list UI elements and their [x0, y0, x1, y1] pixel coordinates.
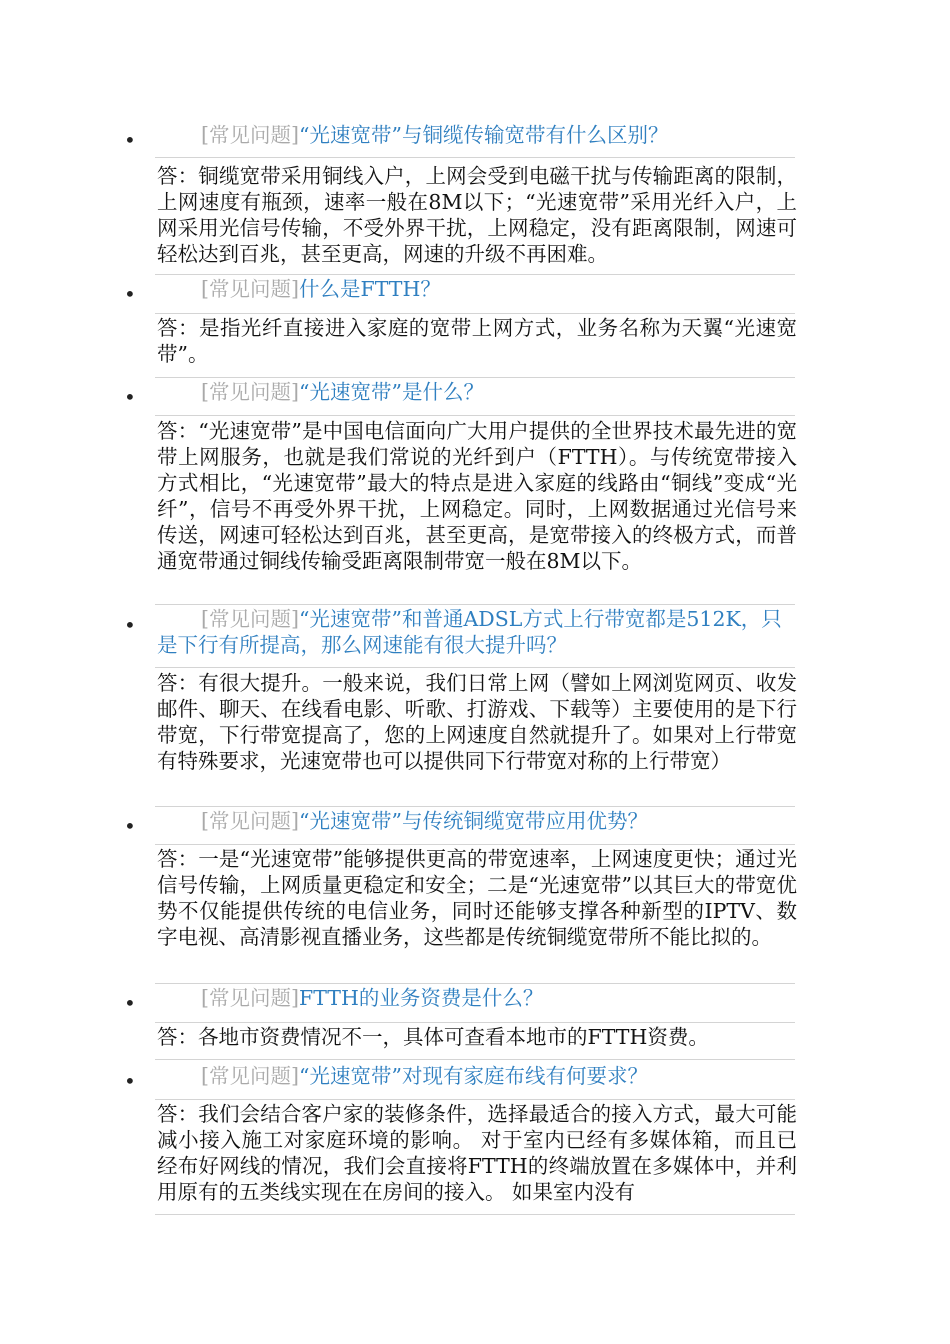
divider [155, 1099, 795, 1100]
faq-tag: [常见问题] [201, 277, 299, 301]
divider [155, 604, 795, 605]
faq-tag: [常见问题] [201, 986, 299, 1010]
faq-tag: [常见问题] [201, 380, 299, 404]
bullet: • [124, 1069, 136, 1093]
faq-question-link[interactable] [157, 1063, 797, 1089]
divider [155, 806, 795, 807]
faq-tag: [常见问题] [201, 607, 299, 631]
faq-tag: [常见问题] [201, 1064, 299, 1088]
faq-answer: 答：铜缆宽带采用铜线入户，上网会受到电磁干扰与传输距离的限制，上网速度有瓶颈，速率一般在8M以下；“光速宽带”采用光纤入户，上网采用光信号传输，不受外界干扰，上网稳定，没有距离限制，网速可轻松达到百兆，甚至更高，网速的升级不再困难。 [157, 164, 797, 266]
faq-answer: 答：一是“光速宽带”能够提供更高的带宽速率，上网速度更快；通过光信号传输，上网质量更稳定和安全；二是“光速宽带”以其巨大的带宽优势不仅能提供传统的电信业务，同时还能够支撑各种新型的IPTV、数字电视、高清影视直播业务，这些都是传统铜缆宽带所不能比拟的。 [157, 847, 797, 949]
faq-answer: 答：各地市资费情况不一，具体可查看本地市的FTTH资费。 [157, 1025, 709, 1049]
bullet: • [124, 613, 136, 637]
bullet: • [124, 385, 136, 409]
divider [155, 157, 795, 158]
divider [155, 667, 795, 668]
faq-question-link[interactable] [157, 122, 797, 148]
faq-question-text: “光速宽带”与铜缆传输宽带有什么区别？ [299, 123, 669, 147]
faq-answer: 答：有很大提升。一般来说，我们日常上网（譬如上网浏览网页、收发邮件、聊天、在线看电影、听歌、打游戏、下载等）主要使用的是下行带宽，下行带宽提高了，您的上网速度自然就提升了。如果对上行带宽有特殊要求，光速宽带也可以提供同下行带宽对称的上行带宽） [157, 671, 797, 773]
bullet: • [124, 814, 136, 838]
faq-question-link[interactable] [157, 808, 797, 834]
faq-question-text: “光速宽带”对现有家庭布线有何要求？ [299, 1064, 648, 1088]
divider [155, 313, 795, 314]
faq-answer: 答：我们会结合客户家的装修条件，选择最适合的接入方式，最大可能减小接入施工对家庭环境的影响。 对于室内已经有多媒体箱，而且已经布好网线的情况，我们会直接将FTTH的终端放置在多媒体中，并利用原有的五类线实现在在房间的接入。 如果室内没有 [157, 1102, 797, 1204]
faq-question-text: 什么是FTTH？ [299, 277, 441, 301]
faq-answer: 答：是指光纤直接进入家庭的宽带上网方式，业务名称为天翼“光速宽带”。 [157, 316, 797, 366]
bullet: • [124, 282, 136, 306]
faq-question-link[interactable] [157, 379, 797, 405]
faq-answer: 答：“光速宽带”是中国电信面向广大用户提供的全世界技术最先进的宽带上网服务，也就是我们常说的光纤到户（FTTH）。与传统宽带接入方式相比，“光速宽带”最大的特点是进入家庭的线路由“铜线”变成“光纤”，信号不再受外界干扰，上网稳定。同时，上网数据通过光信号来传送，网速可轻松达到百兆，甚至更高，是宽带接入的终极方式，而普通宽带通过铜线传输受距离限制带宽一般在8M以下。 [157, 419, 797, 573]
divider [155, 1059, 795, 1060]
faq-question-link[interactable] [157, 985, 797, 1011]
divider [155, 983, 795, 984]
faq-question-link[interactable] [157, 606, 797, 658]
faq-question-text: “光速宽带”和普通ADSL方式上行带宽都是512K，只是下行有所提高，那么网速能有很大提升吗？ [157, 607, 782, 657]
faq-question-link[interactable] [157, 276, 797, 302]
divider [155, 844, 795, 845]
faq-question-text: FTTH的业务资费是什么？ [299, 986, 544, 1010]
divider [155, 377, 795, 378]
faq-question-text: “光速宽带”与传统铜缆宽带应用优势？ [299, 809, 648, 833]
bullet: • [124, 991, 136, 1015]
divider [155, 1214, 795, 1215]
divider [155, 415, 795, 416]
faq-tag: [常见问题] [201, 809, 299, 833]
divider [155, 274, 795, 275]
bullet: • [124, 128, 136, 152]
divider [155, 1022, 795, 1023]
faq-question-text: “光速宽带”是什么？ [299, 380, 484, 404]
faq-tag: [常见问题] [201, 123, 299, 147]
